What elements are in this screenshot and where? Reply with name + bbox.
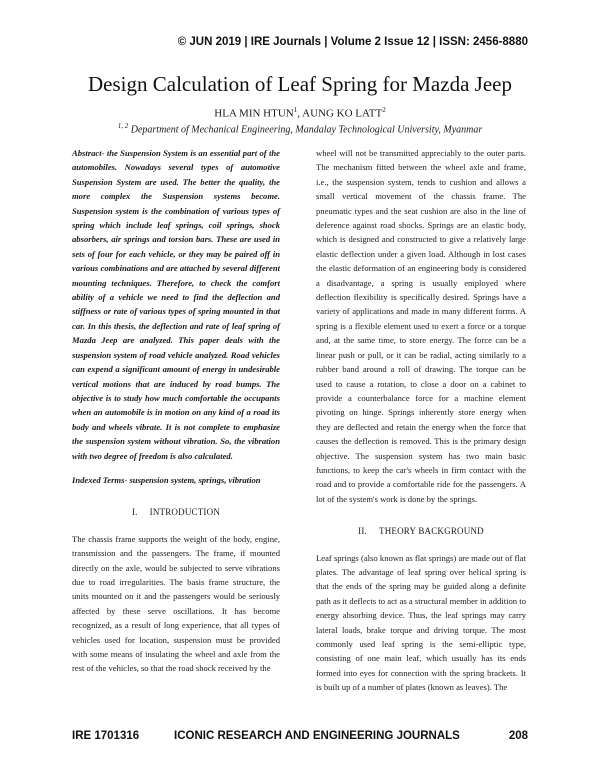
footer-journal: ICONIC RESEARCH AND ENGINEERING JOURNALS (174, 730, 460, 742)
introduction-paragraph: The chassis frame supports the weight of the body, engine, transmission and the passengers. The frame, if mounted directly on the axle, would be subjected to serve vibrations due to road irregularities. The basis frame structure, the units mounted on it and the passengers would be seriously affected by these serve oscillations. It has become recognized, as a result of long experience, that all types of vehicles used for location, suspension must be provided with some means of insulating the wheel and axle from the rest of the vehicles, so that the road shock received by the (72, 533, 280, 674)
continued-paragraph: wheel will not be transmitted appreciably to the outer parts. The mechanism fitted between the wheel axle and frame, i.e., the suspension system, tends to cushion and allows a small vertical movement of the chassis frame. The pneumatic types and the seat cushion are also in the line of deference against road shocks. Springs are an elastic body, which is designed and constructed to give a relatively large elastic deflection under a given load. Although in lost cases the elastic deformation of an engineering body is considered a disadvantage, a spring is usually employed where deflection flexibility is specifically desired. Springs have a variety of applications and made in many different forms. A spring is a flexible element used to exert a force or a torque and, at the same time, to store energy. The force can be a linear push or pull, or it can be radial, acting similarly to a rubber band around a roll of drawing. The torque can be used to cause a rotation, to close a door on a cabinet to provide a counterbalance force for a machine element pivoting on hinge. Springs inherently store energy when they are deflected and retain the energy when the force that causes the deflection is removed. This is the primary design objective. The suspension system has two main basic functions, to keep the car's wheels in firm contact with the road and to provide a comfortable ride for the passengers. A lot of the system's work is done by the springs. (316, 148, 526, 504)
index-terms: Indexed Terms- suspension system, springs, vibration (72, 474, 261, 485)
theory-paragraph: Leaf springs (also known as flat springs) are made out of flat plates. The advantage of leaf spring over helical spring is that the ends of the spring may be guided along a definite path as it deflects to act as a structural member in addition to energy absorbing device. Thus, the leaf springs may carry lateral loads, brake torque and driving torque. The most commonly used leaf spring is the semi-elliptic type, consisting of one main leaf, which usually has its ends formed into eyes for connection with the spring brackets. It is built up of a number of plates (known as leaves). The (316, 552, 526, 693)
author-2: , AUNG KO LATT (297, 107, 383, 120)
left-column (72, 146, 280, 676)
authors-line (0, 106, 600, 120)
section-heading-introduction (72, 505, 280, 519)
footer-id: IRE 1701316 (72, 730, 140, 742)
affiliation-text: Department of Mechanical Engineering, Mandalay Technological University, Myanmar (128, 124, 483, 136)
abstract: Abstract- the Suspension System is an essential part of the automobiles. Nowadays several types of automotive Suspension System are used. The better the quality, the more complex the Suspension systems become. Suspension system is the combination of various types of spring which include leaf springs, coil springs, shock absorbers, air springs and torsion bars. These are used in sets of four for each vehicle, or they may be paired off in various combinations and are attached by several different mounting techniques. Therefore, to check the comfort ability of a vehicle we need to find the deflection and stiffness or rate of various types of spring mounted in that car. In this thesis, the deflection and rate of leaf spring of Mazda Jeep are analyzed. This paper deals with the suspension system of road vehicle analyzed. Road vehicles can expend a significant amount of energy in undesirable vertical motions that are induced by road bumps. The objective is to study how much comfortable the occupants when an automobile is in motion on any kind of a road its body and wheels vibrate. It is not complete to emphasize the suspension system without vibration. So, the vibration with two degree of freedom is also calculated. (72, 148, 280, 461)
section-number: II. (358, 526, 368, 537)
paper-title: Design Calculation of Leaf Spring for Mazda Jeep (88, 72, 512, 96)
section-number: I. (131, 507, 138, 518)
section-heading-theory (316, 524, 526, 538)
page-number: 208 (508, 730, 528, 742)
author-1: HLA MIN HTUN (214, 107, 294, 120)
author-2-sup: 2 (382, 106, 386, 114)
right-column (316, 146, 526, 695)
journal-header: © JUN 2019 | IRE Journals | Volume 2 Issue 12 | ISSN: 2456-8880 (177, 36, 528, 48)
affiliation-sup: 1, 2 (117, 122, 129, 130)
section-title: INTRODUCTION (149, 507, 221, 518)
affiliation-line (0, 122, 600, 135)
author-1-sup: 1 (293, 106, 298, 114)
section-title: THEORY BACKGROUND (379, 526, 484, 537)
